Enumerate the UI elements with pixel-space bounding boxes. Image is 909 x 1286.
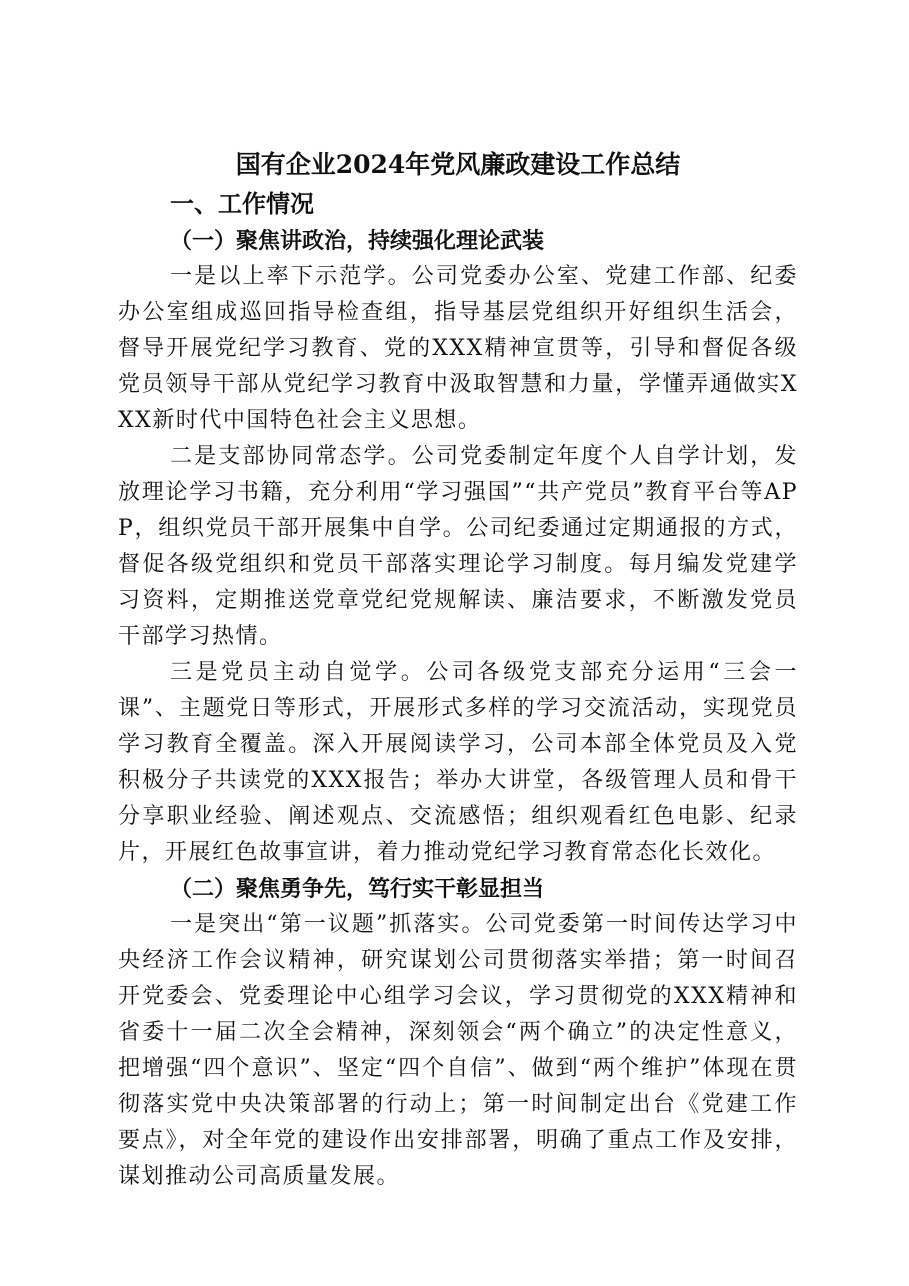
paragraph-branch-routine-study: 二是支部协同常态学。公司党委制定年度个人自学计划，发放理论学习书籍，充分利用“学习强国”“共产党员”教育平台等APP，组织党员干部开展集中自学。公司纪委通过定期通报的方式，督促各级党组织和党员干部落实理论学习制度。每月编发党建学习资料，定期推送党章党纪党规解读、廉洁要求，不断激发党员干部学习热情。 (118, 444, 798, 649)
subsection-heading-theory: （一）聚焦讲政治，持续强化理论武装 (170, 228, 545, 254)
section-heading-work-status: 一、工作情况 (170, 189, 314, 218)
paragraph-top-down-study: 一是以上率下示范学。公司党委办公室、党建工作部、纪委办公室组成巡回指导检查组，指导基层党组织开好组织生活会，督导开展党纪学习教育、党的XXX精神宣贯等，引导和督促各级党员领导干部从党纪学习教育中汲取智慧和力量，学懂弄通做实XXX新时代中国特色社会主义思想。 (118, 264, 798, 433)
document-body (118, 145, 798, 1195)
document-title: 国有企业2024年党风廉政建设工作总结 (235, 150, 681, 179)
paragraph-member-self-study: 三是党员主动自觉学。公司各级党支部充分运用“三会一课”、主题党日等形式，开展形式多样的学习交流活动，实现党员学习教育全覆盖。深入开展阅读学习，公司本部全体党员及入党积极分子共读党的XXX报告；举办大讲堂，各级管理人员和骨干分享职业经验、阐述观点、交流感悟；组织观看红色电影、纪录片，开展红色故事宣讲，着力推动党纪学习教育常态化长效化。 (118, 660, 798, 865)
paragraph-first-agenda: 一是突出“第一议题”抓落实。公司党委第一时间传达学习中央经济工作会议精神，研究谋划公司贯彻落实举措；第一时间召开党委会、党委理论中心组学习会议，学习贯彻党的XXX精神和省委十一届二次全会精神，深刻领会“两个确立”的决定性意义，把增强“四个意识”、坚定“四个自信”、做到“两个维护”体现在贯彻落实党中央决策部署的行动上；第一时间制定出台《党建工作要点》，对全年党的建设作出安排部署，明确了重点工作及安排，谋划推动公司高质量发展。 (118, 912, 798, 1189)
subsection-heading-action: （二）聚焦勇争先，笃行实干彰显担当 (170, 876, 545, 902)
